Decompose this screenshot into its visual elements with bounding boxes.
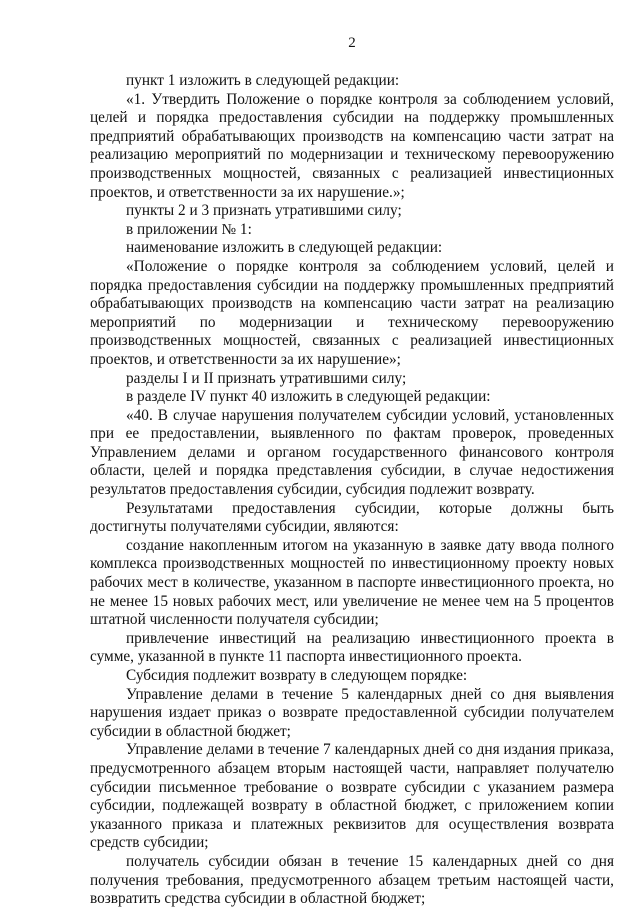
paragraph: получатель субсидии обязан в течение 15 календарных дней со дня получения требования, предусмотренного абзацем третьим настоящей части, возвратить средства субсидии в областной бюджет; — [90, 852, 614, 908]
paragraph: «Положение о порядке контроля за соблюдением условий, целей и порядка предоставления субсидии на поддержку промышленных предприятий обрабатывающих производств на компенсацию части затрат на реализацию мероприятий по модернизации и техническому перевооружению производственных мощностей, связанных с реализацией инвестиционных проектов, и ответственности за их нарушение»; — [90, 257, 614, 368]
paragraph: пункты 2 и 3 признать утратившими силу; — [126, 202, 402, 220]
paragraph: создание накопленным итогом на указанную в заявке дату ввода полного комплекса производственных мощностей по инвестиционному проекту новых рабочих мест в количестве, указанном в паспорте инвестиционного проекта, но не менее 15 новых рабочих мест, или увеличение не менее чем на 5 процентов штатной численности получателя субсидии; — [90, 536, 614, 629]
document-body — [90, 72, 614, 909]
paragraph: в разделе IV пункт 40 изложить в следующей редакции: — [126, 388, 491, 406]
paragraph: «1. Утвердить Положение о порядке контроля за соблюдением условий, целей и порядка предоставления субсидии на поддержку промышленных предприятий обрабатывающих производств на компенсацию части затрат на реализацию мероприятий по модернизации и техническому перевооружению производственных мощностей, связанных с реализацией инвестиционных проектов, и ответственности за их нарушение.»; — [90, 90, 614, 201]
paragraph: наименование изложить в следующей редакции: — [126, 239, 443, 257]
paragraph: Субсидия подлежит возврату в следующем порядке: — [126, 667, 468, 684]
paragraph: Результатами предоставления субсидии, которые должны быть достигнуты получателями субсидии, являются: — [90, 499, 614, 536]
paragraph: Управление делами в течение 5 календарных дней со дня выявления нарушения издает приказ о возврате предоставленной субсидии получателем субсидии в областной бюджет; — [90, 685, 614, 740]
paragraph: Управление делами в течение 7 календарных дней со дня издания приказа, предусмотренного абзацем вторым настоящей части, направляет получателю субсидии письменное требование о возврате субсидии с указанием размера субсидии, подлежащей возврату в областной бюджет, с приложением копии указанного приказа и платежных реквизитов для осуществления возврата средств субсидии; — [90, 741, 614, 852]
paragraph: привлечение инвестиций на реализацию инвестиционного проекта в сумме, указанной в пункте 11 паспорта инвестиционного проекта. — [90, 629, 614, 666]
paragraph: разделы I и II признать утратившими силу; — [126, 369, 407, 387]
page-number: 2 — [348, 35, 356, 51]
paragraph: пункт 1 изложить в следующей редакции: — [126, 72, 400, 89]
paragraph: в приложении № 1: — [126, 220, 252, 238]
paragraph: «40. В случае нарушения получателем субсидии условий, установленных при ее предоставлении, выявленного по фактам проверок, проведенных Управлением делами и органом государственного финансового контроля области, целей и порядка представления субсидии, в случае недостижения результатов предоставления субсидии, субсидия подлежит возврату. — [90, 406, 614, 499]
